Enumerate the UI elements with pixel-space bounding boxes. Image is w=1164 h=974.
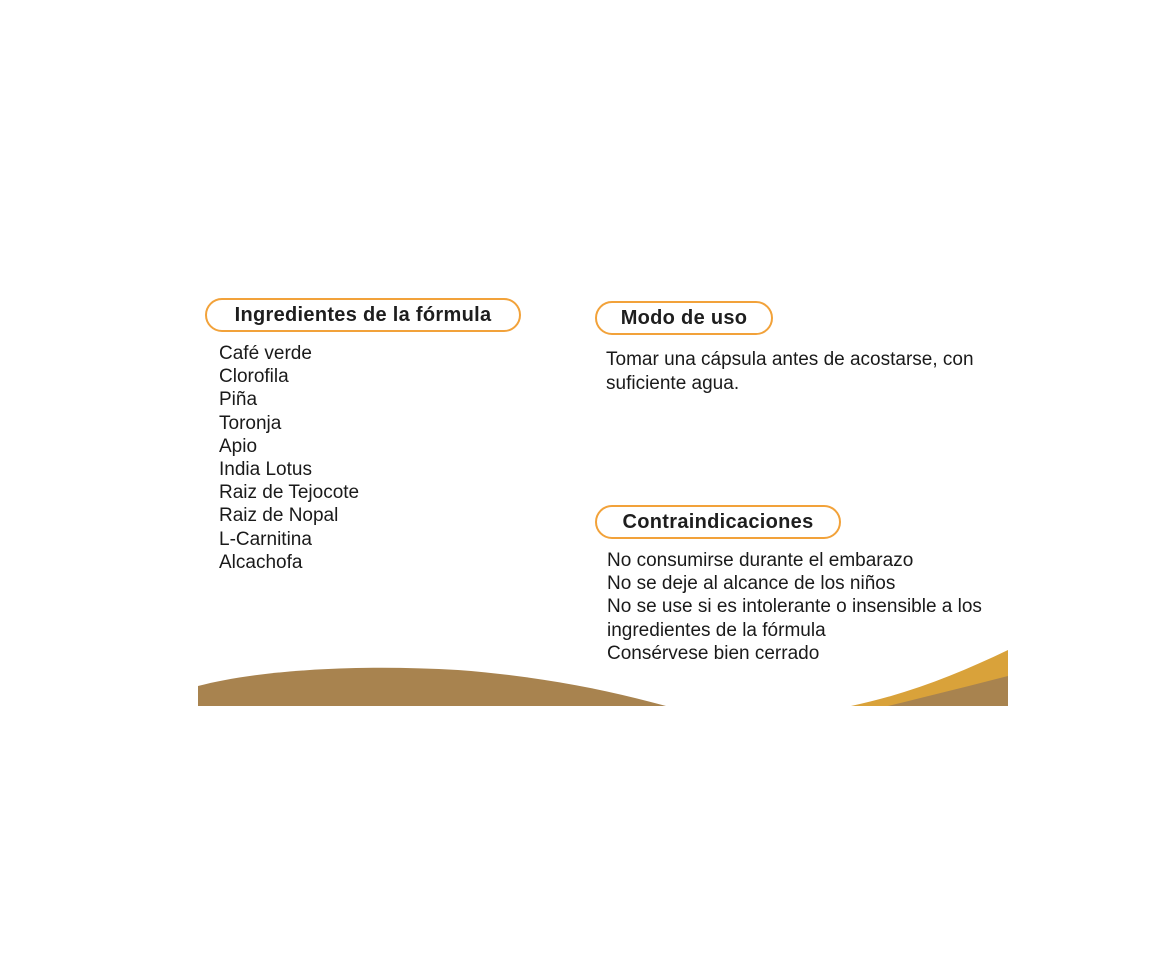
ingredients-list xyxy=(219,342,359,574)
product-info-panel xyxy=(198,290,1008,708)
ingredients-heading-label: Ingredientes de la fórmula xyxy=(234,303,492,326)
usage-heading-label: Modo de uso xyxy=(620,306,748,329)
ingredients-heading xyxy=(205,298,521,332)
list-item: Toronja xyxy=(219,412,282,434)
list-item: No se deje al alcance de los niños xyxy=(607,573,896,595)
contraindications-heading-label: Contraindicaciones xyxy=(622,510,814,533)
list-item: No se use si es intolerante o insensible a los xyxy=(607,596,982,618)
list-item: Alcachofa xyxy=(219,551,303,573)
list-item: L-Carnitina xyxy=(219,528,312,550)
list-item: Consérvese bien cerrado xyxy=(607,642,820,664)
list-item: Clorofila xyxy=(219,366,289,388)
list-item: Piña xyxy=(219,389,258,411)
list-item: Raiz de Tejocote xyxy=(219,482,360,504)
list-item: India Lotus xyxy=(219,459,312,481)
list-item: Café verde xyxy=(219,343,312,364)
contraindications-heading xyxy=(595,505,841,539)
usage-heading xyxy=(595,301,773,335)
list-item: No consumirse durante el embarazo xyxy=(607,550,914,571)
list-item: ingredientes de la fórmula xyxy=(607,619,826,641)
usage-text: Tomar una cápsula antes de acostarse, con suficiente agua. xyxy=(606,349,974,394)
list-item: Raiz de Nopal xyxy=(219,505,339,527)
left-wave xyxy=(198,668,666,706)
list-item: Apio xyxy=(219,435,258,457)
contraindications-list xyxy=(607,549,1007,665)
